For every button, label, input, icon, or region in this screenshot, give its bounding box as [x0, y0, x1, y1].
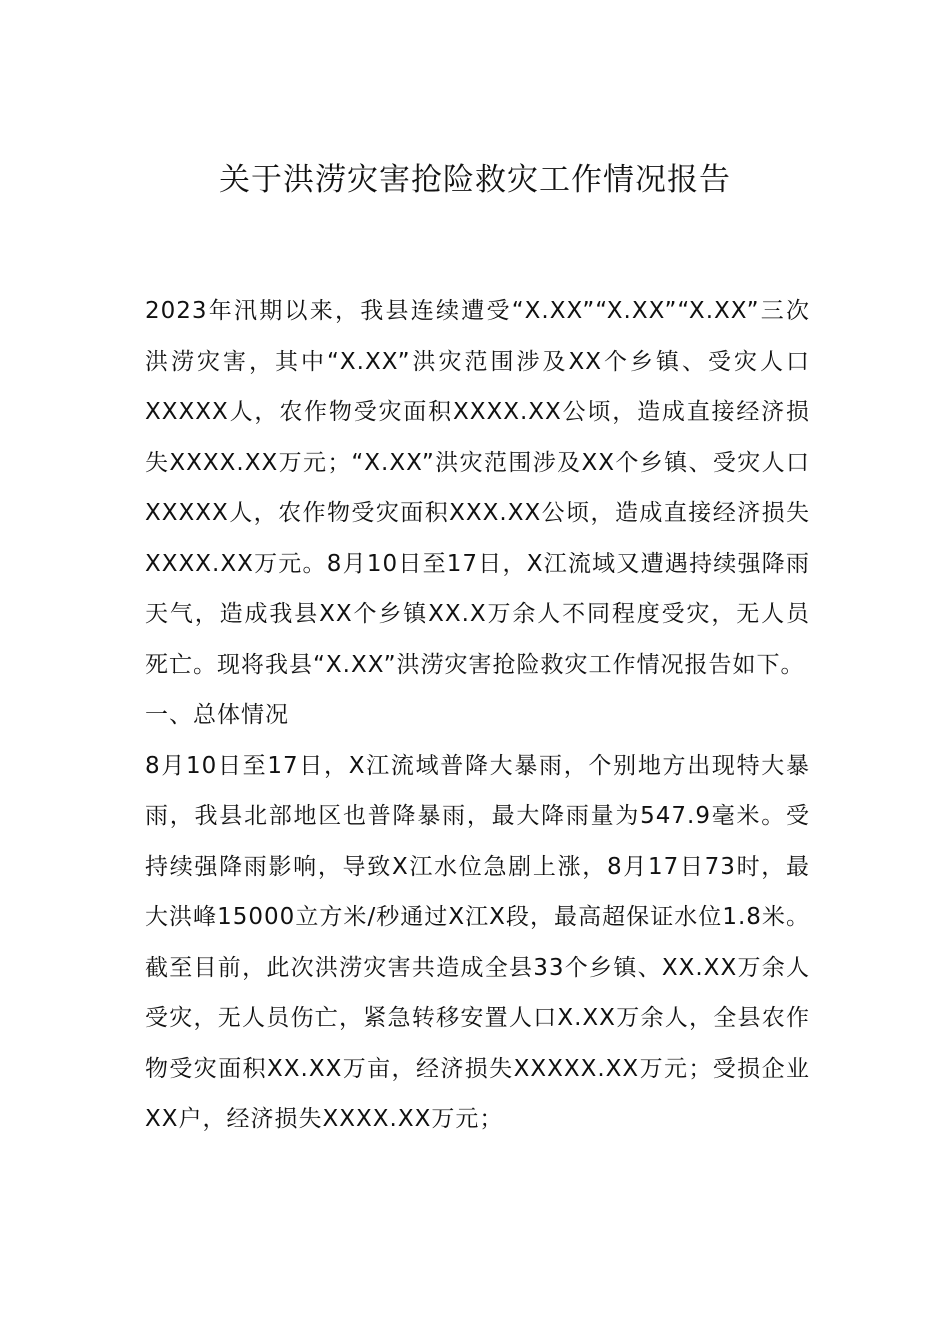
overview-paragraph: 8月10日至17日，X江流域普降大暴雨，个别地方出现特大暴雨，我县北部地区也普降暴雨，最大降雨量为547.9毫米。受持续强降雨影响，导致X江水位急剧上涨，8月17日73时，最大洪峰15000立方米/秒通过X江X段，最高超保证水位1.8米。截至目前，此次洪涝灾害共造成全县33个乡镇、XX.XX万余人受灾，无人员伤亡，紧急转移安置人口X.XX万余人，全县农作物受灾面积XX.XX万亩，经济损失XXXXX.XX万元；受损企业XX户，经济损失XXXX.XX万元；: [145, 752, 810, 1132]
document-title: 关于洪涝灾害抢险救灾工作情况报告: [219, 162, 731, 198]
intro-paragraph: 2023年汛期以来，我县连续遭受“X.XX”“X.XX”“X.XX”三次洪涝灾害，其中“X.XX”洪灾范围涉及XX个乡镇、受灾人口XXXXX人，农作物受灾面积XXXX.XX公顷，造成直接经济损失XXXX.XX万元；“X.XX”洪灾范围涉及XX个乡镇、受灾人口XXXXX人，农作物受灾面积XXX.XX公顷，造成直接经济损失XXXX.XX万元。8月10日至17日，X江流域又遭遇持续强降雨天气，造成我县XX个乡镇XX.X万余人不同程度受灾，无人员死亡。现将我县“X.XX”洪涝灾害抢险救灾工作情况报告如下。: [145, 298, 810, 678]
document-body: [145, 286, 810, 1145]
section-heading-overview: 一、总体情况: [145, 702, 289, 728]
